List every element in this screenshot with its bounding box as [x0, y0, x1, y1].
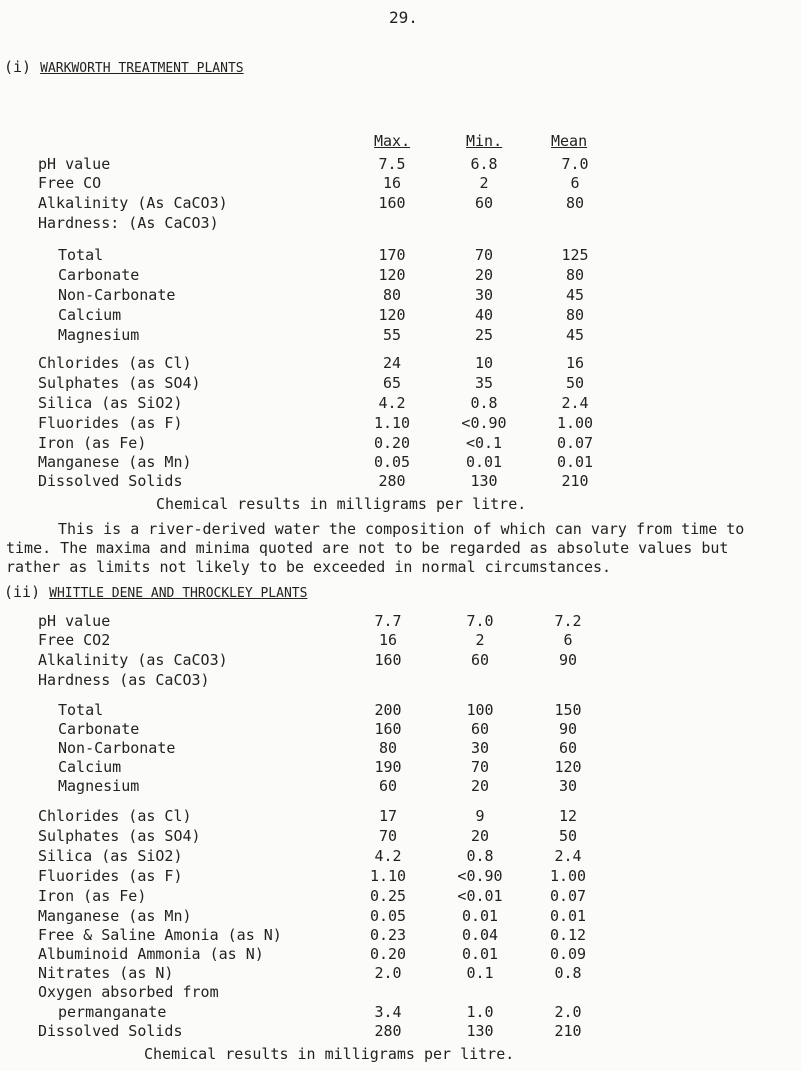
table-row: [0, 926, 801, 946]
cell-mean: 1.00: [549, 867, 587, 885]
row-label: Non-Carbonate: [58, 286, 176, 304]
table-row: [0, 194, 801, 214]
cell-min: 70: [474, 246, 494, 264]
cell-min: 130: [470, 472, 498, 490]
table-row: [0, 394, 801, 414]
cell-min: 0.8: [470, 394, 498, 412]
cell-min: 30: [470, 739, 490, 757]
cell-min: <0.1: [465, 434, 503, 452]
cell-mean: 45: [565, 326, 585, 344]
cell-min: 30: [474, 286, 494, 304]
table-row: [0, 964, 801, 984]
cell-mean: 90: [558, 651, 578, 669]
table-row: [0, 701, 801, 721]
cell-min: 0.01: [461, 945, 499, 963]
cell-max: 70: [378, 827, 398, 845]
cell-max: 16: [382, 174, 402, 192]
cell-max: 17: [378, 807, 398, 825]
cell-mean: 210: [554, 1022, 582, 1040]
table-row: [0, 472, 801, 492]
table-row: [0, 155, 801, 175]
table-row: [0, 983, 801, 1003]
row-label: Chlorides (as Cl): [38, 807, 192, 825]
row-label: Total: [58, 246, 104, 264]
cell-max: 1.10: [373, 414, 411, 432]
cell-max: 120: [378, 306, 406, 324]
cell-min: 130: [466, 1022, 494, 1040]
table-row: [0, 671, 801, 691]
table-row: [0, 326, 801, 346]
cell-min: 20: [470, 827, 490, 845]
row-label: Oxygen absorbed from: [38, 983, 219, 1001]
table-row: [0, 434, 801, 454]
cell-max: 160: [374, 651, 402, 669]
table-row: [0, 1022, 801, 1042]
cell-max: 60: [378, 777, 398, 795]
cell-mean: 0.07: [549, 887, 587, 905]
cell-min: 60: [474, 194, 494, 212]
cell-min: 35: [474, 374, 494, 392]
row-label: Manganese (as Mn): [38, 453, 192, 471]
cell-max: 7.5: [378, 155, 406, 173]
cell-min: 0.8: [466, 847, 494, 865]
table-row: [0, 354, 801, 374]
cell-mean: 6: [563, 631, 573, 649]
cell-max: 160: [374, 720, 402, 738]
cell-max: 1.10: [369, 867, 407, 885]
cell-max: 0.20: [373, 434, 411, 452]
table-row: [0, 907, 801, 927]
cell-mean: 12: [558, 807, 578, 825]
row-label: Magnesium: [58, 326, 140, 344]
cell-min: 20: [474, 266, 494, 284]
row-label: Fluorides (as F): [38, 414, 183, 432]
cell-max: 4.2: [374, 847, 402, 865]
cell-mean: 0.8: [554, 964, 582, 982]
row-label: Free CO: [38, 174, 102, 192]
cell-min: 0.01: [465, 453, 503, 471]
cell-mean: 0.09: [549, 945, 587, 963]
row-label: Silica (as SiO2): [38, 394, 183, 412]
row-label: Magnesium: [58, 777, 140, 795]
cell-mean: 16: [565, 354, 585, 372]
table-row: [0, 887, 801, 907]
cell-min: 7.0: [466, 612, 494, 630]
row-label: Free CO2: [38, 631, 111, 649]
cell-max: 7.7: [374, 612, 402, 630]
cell-max: 280: [374, 1022, 402, 1040]
cell-max: 0.25: [369, 887, 407, 905]
cell-min: 0.01: [461, 907, 499, 925]
row-label: Chlorides (as Cl): [38, 354, 192, 372]
cell-min: 40: [474, 306, 494, 324]
section-1-paragraph: This is a river-derived water the composition of which can vary from time to time. The maxima and minima quoted are not to be regarded as absolute values but rather as limits not likely to be exceeded in normal circumstances.: [6, 520, 745, 576]
section-2-footnote: Chemical results in milligrams per litre.: [144, 1045, 515, 1063]
row-label: Calcium: [58, 758, 122, 776]
cell-min: 0.04: [461, 926, 499, 944]
cell-mean: 30: [558, 777, 578, 795]
row-label: Carbonate: [58, 720, 140, 738]
table-row: [0, 827, 801, 847]
cell-mean: 2.0: [554, 1003, 582, 1021]
cell-max: 16: [378, 631, 398, 649]
row-label: pH value: [38, 612, 111, 630]
table-row: [0, 867, 801, 887]
cell-max: 170: [378, 246, 406, 264]
table-row: [0, 306, 801, 326]
cell-min: 2: [475, 631, 485, 649]
cell-mean: 50: [558, 827, 578, 845]
row-label: Nitrates (as N): [38, 964, 174, 982]
cell-mean: 0.01: [549, 907, 587, 925]
cell-mean: 80: [565, 194, 585, 212]
cell-max: 280: [378, 472, 406, 490]
cell-min: 100: [466, 701, 494, 719]
row-label: Manganese (as Mn): [38, 907, 192, 925]
cell-mean: 1.00: [556, 414, 594, 432]
cell-max: 120: [378, 266, 406, 284]
table-row: [0, 214, 801, 234]
table-row: [0, 945, 801, 965]
cell-min: 60: [470, 720, 490, 738]
table-row: [0, 720, 801, 740]
cell-min: 1.0: [466, 1003, 494, 1021]
cell-mean: 7.0: [561, 155, 589, 173]
cell-min: <0.90: [461, 414, 507, 432]
cell-mean: 90: [558, 720, 578, 738]
row-label: Carbonate: [58, 266, 140, 284]
section-2-title: WHITTLE DENE AND THROCKLEY PLANTS: [49, 586, 308, 601]
cell-max: 0.20: [369, 945, 407, 963]
cell-mean: 80: [565, 266, 585, 284]
row-label: Total: [58, 701, 104, 719]
row-label: Hardness (as CaCO3): [38, 671, 210, 689]
section-2-marker: (ii): [4, 583, 41, 601]
cell-min: <0.01: [457, 887, 503, 905]
cell-mean: 60: [558, 739, 578, 757]
row-label: Non-Carbonate: [58, 739, 176, 757]
cell-mean: 120: [554, 758, 582, 776]
table-row: [0, 651, 801, 671]
cell-mean: 45: [565, 286, 585, 304]
table-row: [0, 777, 801, 797]
cell-min: 70: [470, 758, 490, 776]
table-row: [0, 266, 801, 286]
table-row: [0, 286, 801, 306]
row-label: Sulphates (as SO4): [38, 827, 201, 845]
table-row: [0, 739, 801, 759]
cell-max: 80: [382, 286, 402, 304]
row-label: Hardness: (As CaCO3): [38, 214, 219, 232]
cell-max: 0.05: [369, 907, 407, 925]
row-label: Alkalinity (As CaCO3): [38, 194, 228, 212]
table-row: [0, 612, 801, 632]
cell-max: 160: [378, 194, 406, 212]
section-1-marker: (i): [4, 58, 32, 76]
cell-mean: 0.07: [556, 434, 594, 452]
row-label: Iron (as Fe): [38, 434, 147, 452]
cell-max: 0.05: [373, 453, 411, 471]
section-2-heading: [4, 583, 307, 601]
cell-max: 3.4: [374, 1003, 402, 1021]
cell-max: 80: [378, 739, 398, 757]
row-label: Sulphates (as SO4): [38, 374, 201, 392]
cell-min: <0.90: [457, 867, 503, 885]
cell-mean: 150: [554, 701, 582, 719]
cell-mean: 50: [565, 374, 585, 392]
table-row: [0, 807, 801, 827]
row-label: permanganate: [58, 1003, 167, 1021]
cell-max: 2.0: [374, 964, 402, 982]
table-row: [0, 758, 801, 778]
cell-mean: 0.12: [549, 926, 587, 944]
section-1-heading: [4, 58, 244, 76]
cell-mean: 2.4: [554, 847, 582, 865]
cell-mean: 125: [561, 246, 589, 264]
cell-mean: 80: [565, 306, 585, 324]
row-label: Albuminoid Ammonia (as N): [38, 945, 264, 963]
cell-mean: 210: [561, 472, 589, 490]
cell-max: 200: [374, 701, 402, 719]
cell-min: 2: [479, 174, 489, 192]
table-row: [0, 174, 801, 194]
cell-mean: 6: [570, 174, 580, 192]
row-label: Iron (as Fe): [38, 887, 147, 905]
cell-mean: 2.4: [561, 394, 589, 412]
row-label: Calcium: [58, 306, 122, 324]
column-header-min: Min.: [466, 132, 503, 150]
row-label: Dissolved Solids: [38, 472, 183, 490]
table-row: [0, 453, 801, 473]
cell-min: 0.1: [466, 964, 494, 982]
row-label: Free & Saline Amonia (as N): [38, 926, 282, 944]
cell-min: 6.8: [470, 155, 498, 173]
row-label: Silica (as SiO2): [38, 847, 183, 865]
cell-max: 24: [382, 354, 402, 372]
row-label: Fluorides (as F): [38, 867, 183, 885]
page-number: 29.: [389, 8, 418, 27]
cell-max: 4.2: [378, 394, 406, 412]
cell-max: 55: [382, 326, 402, 344]
cell-mean: 0.01: [556, 453, 594, 471]
cell-max: 0.23: [369, 926, 407, 944]
cell-min: 60: [470, 651, 490, 669]
cell-min: 20: [470, 777, 490, 795]
row-label: Alkalinity (as CaCO3): [38, 651, 228, 669]
cell-max: 65: [382, 374, 402, 392]
table-row: [0, 631, 801, 651]
row-label: Dissolved Solids: [38, 1022, 183, 1040]
table-row: [0, 374, 801, 394]
section-1-title: WARKWORTH TREATMENT PLANTS: [40, 61, 244, 76]
row-label: pH value: [38, 155, 111, 173]
section-1-footnote: Chemical results in milligrams per litre.: [156, 495, 527, 513]
cell-min: 25: [474, 326, 494, 344]
cell-max: 190: [374, 758, 402, 776]
column-header-mean: Mean: [551, 132, 588, 150]
cell-min: 9: [475, 807, 485, 825]
table-row: [0, 246, 801, 266]
cell-min: 10: [474, 354, 494, 372]
table-row: [0, 1003, 801, 1023]
cell-mean: 7.2: [554, 612, 582, 630]
table-row: [0, 847, 801, 867]
table-row: [0, 414, 801, 434]
column-header-max: Max.: [374, 132, 411, 150]
